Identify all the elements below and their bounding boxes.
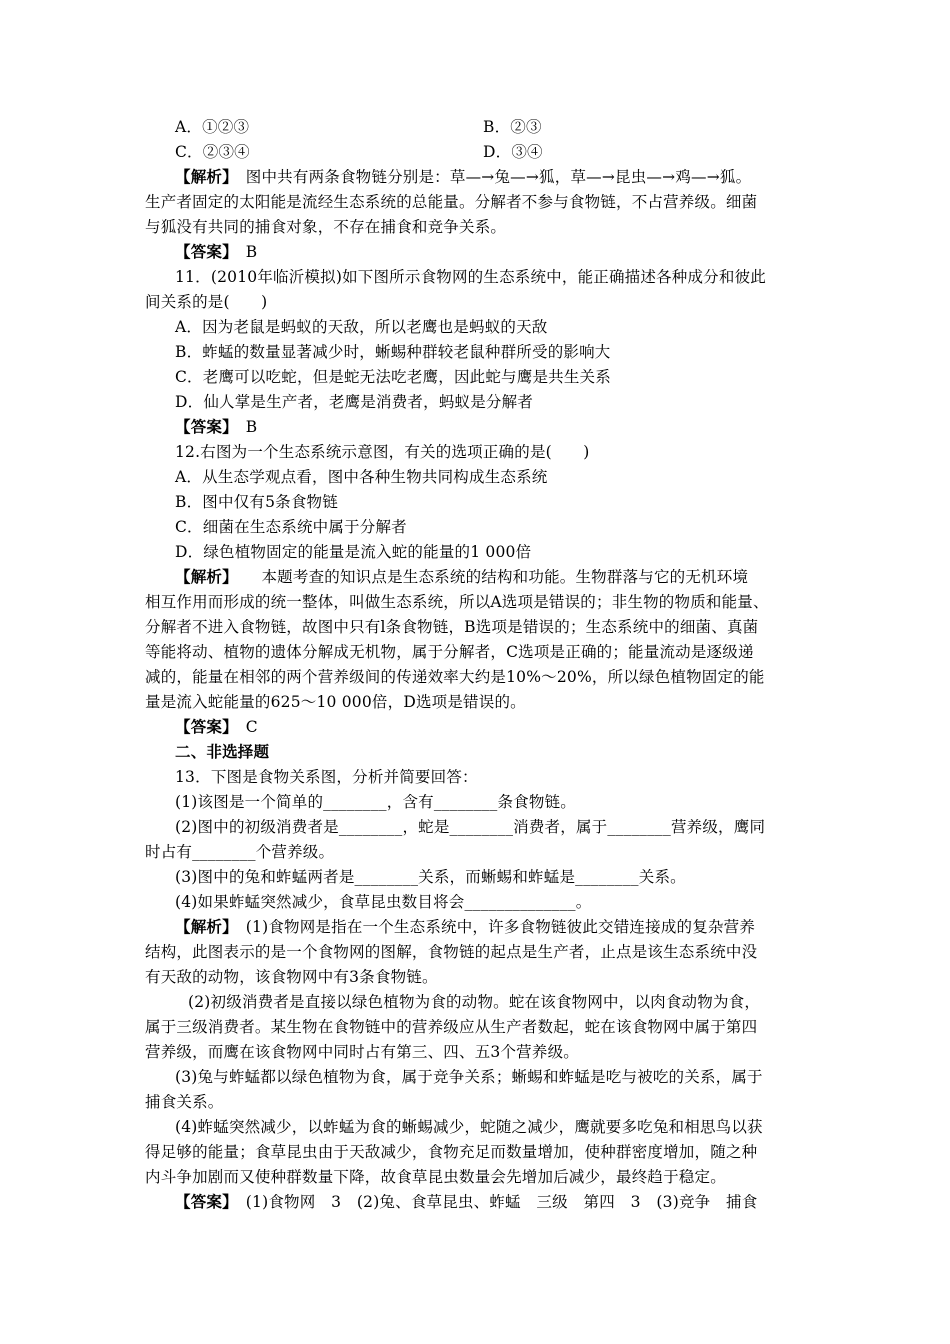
line-text: (2)图中的初级消费者是________，蛇是________消费者，属于________营养级，鹰同	[175, 818, 766, 836]
text-line	[175, 392, 533, 412]
line-text: D．仙人掌是生产者，老鹰是消费者，蚂蚁是分解者	[175, 393, 534, 411]
text-line	[175, 717, 258, 737]
text-line	[145, 842, 334, 862]
section-tag: 【解析】	[175, 917, 231, 936]
text-line	[175, 542, 531, 562]
text-line	[145, 592, 769, 612]
text-line	[175, 117, 249, 137]
text-line	[175, 892, 591, 912]
line-text: 营养级，而鹰在该食物网中同时占有第三、四、五3个营养级。	[145, 1043, 579, 1061]
text-line	[175, 567, 748, 587]
line-text: 本题考查的知识点是生态系统的结构和功能。生物群落与它的无机环境	[230, 568, 749, 586]
line-text: 相互作用而形成的统一整体，叫做生态系统，所以A选项是错误的；非生物的物质和能量、	[145, 593, 769, 611]
text-line	[175, 492, 338, 512]
text-line	[175, 267, 766, 287]
line-text: 13．下图是食物关系图，分析并简要回答：	[175, 768, 478, 786]
text-line	[145, 967, 438, 987]
text-line	[145, 617, 758, 637]
text-line	[175, 742, 269, 762]
line-text: A．从生态学观点看，图中各种生物共同构成生态系统	[175, 468, 548, 486]
line-text: (1)食物网是指在一个生态系统中，许多食物链彼此交错连接成的复杂营养	[230, 918, 756, 936]
line-text: 捕食关系。	[145, 1093, 224, 1111]
text-line	[175, 917, 755, 937]
line-text: B	[230, 243, 258, 261]
line-text: 减的，能量在相邻的两个营养级间的传递效率大约是10%～20%，所以绿色植物固定的能	[145, 668, 765, 686]
line-text: 时占有________个营养级。	[145, 843, 335, 861]
text-line	[175, 1117, 763, 1137]
section-tag: 【答案】	[175, 417, 231, 436]
line-text: A．因为老鼠是蚂蚁的天敌，所以老鹰也是蚂蚁的天敌	[175, 318, 548, 336]
line-text: 等能将动、植物的遗体分解成无机物，属于分解者，C选项是正确的；能量流动是逐级递	[145, 643, 754, 661]
section-tag: 【解析】	[175, 567, 231, 586]
line-text: C．②③④	[175, 143, 250, 161]
text-line	[175, 367, 611, 387]
text-line	[175, 1067, 763, 1087]
text-line	[483, 117, 542, 137]
line-text: A．①②③	[175, 118, 250, 136]
line-text: 间关系的是( )	[145, 293, 268, 311]
line-text: 11．(2010年临沂模拟)如下图所示食物网的生态系统中，能正确描述各种成分和彼此	[175, 268, 766, 286]
line-text: (1)食物网 3 (2)兔、食草昆虫、蚱蜢 三级 第四 3 (3)竞争 捕食	[230, 1193, 758, 1211]
section-tag: 【答案】	[175, 1192, 231, 1211]
text-line	[483, 142, 543, 162]
text-line	[175, 342, 611, 362]
line-text: 分解者不进入食物链，故图中只有l条食物链，B选项是错误的；生态系统中的细菌、真菌	[145, 618, 759, 636]
text-line	[145, 1042, 579, 1062]
text-line	[175, 242, 257, 262]
line-text: B	[230, 418, 258, 436]
text-line	[175, 767, 478, 787]
text-line	[145, 192, 757, 212]
text-line	[145, 1017, 757, 1037]
section-tag: 【答案】	[175, 242, 231, 261]
line-text: D．③④	[483, 143, 543, 161]
line-text: 12.右图为一个生态系统示意图，有关的选项正确的是( )	[175, 443, 590, 461]
line-text: 图中共有两条食物链分别是：草—→兔—→狐，草—→昆虫—→鸡—→狐。	[230, 168, 752, 186]
text-line	[175, 442, 590, 462]
text-line	[175, 817, 765, 837]
text-line	[145, 1142, 757, 1162]
section-tag: 【答案】	[175, 717, 231, 736]
line-text: B．②③	[483, 118, 542, 136]
line-text: 量是流入蛇能量的625～10 000倍，D选项是错误的。	[145, 693, 526, 711]
text-line	[175, 317, 548, 337]
text-line	[145, 217, 506, 237]
line-text: (3)兔与蚱蜢都以绿色植物为食，属于竞争关系；蜥蜴和蚱蜢是吃与被吃的关系，属于	[175, 1068, 763, 1086]
text-line	[145, 667, 765, 687]
line-text: (4)如果蚱蜢突然减少，食草昆虫数目将会______________。	[175, 893, 592, 911]
line-text: B．图中仅有5条食物链	[175, 493, 338, 511]
text-line	[175, 517, 407, 537]
text-line	[175, 867, 686, 887]
line-text: 结构，此图表示的是一个食物网的图解，食物链的起点是生产者，止点是该生态系统中没	[145, 943, 758, 961]
line-text: 得足够的能量；食草昆虫由于天敌减少，食物充足而数量增加，使种群密度增加，随之种	[145, 1143, 758, 1161]
line-text: C．老鹰可以吃蛇，但是蛇无法吃老鹰，因此蛇与鹰是共生关系	[175, 368, 611, 386]
line-text: 与狐没有共同的捕食对象，不存在捕食和竞争关系。	[145, 218, 507, 236]
text-line	[145, 292, 267, 312]
text-line	[175, 467, 548, 487]
text-line	[188, 992, 760, 1012]
text-line	[175, 142, 250, 162]
line-text: 内斗争加剧而又使种群数量下降，故食草昆虫数量会先增加后减少，最终趋于稳定。	[145, 1168, 726, 1186]
line-text: D．绿色植物固定的能量是流入蛇的能量的1 000倍	[175, 543, 532, 561]
text-line	[145, 942, 757, 962]
line-text: (4)蚱蜢突然减少，以蚱蜢为食的蜥蜴减少，蛇随之减少，鹰就要多吃兔和相思鸟以获	[175, 1118, 763, 1136]
text-line	[175, 792, 576, 812]
line-text: (2)初级消费者是直接以绿色植物为食的动物。蛇在该食物网中，以肉食动物为食，	[188, 993, 761, 1011]
line-text: 生产者固定的太阳能是流经生态系统的总能量。分解者不参与食物链，不占营养级。细菌	[145, 193, 758, 211]
text-line	[175, 417, 257, 437]
text-line	[145, 1092, 224, 1112]
line-text: (1)该图是一个简单的________，含有________条食物链。	[175, 793, 576, 811]
text-line	[175, 1192, 757, 1212]
line-text: 有天敌的动物，该食物网中有3条食物链。	[145, 968, 438, 986]
line-text: 二、非选择题	[175, 742, 270, 761]
line-text: C．细菌在生态系统中属于分解者	[175, 518, 407, 536]
line-text: B．蚱蜢的数量显著减少时，蜥蜴种群较老鼠种群所受的影响大	[175, 343, 611, 361]
section-tag: 【解析】	[175, 167, 231, 186]
line-text: 属于三级消费者。某生物在食物链中的营养级应从生产者数起，蛇在该食物网中属于第四	[145, 1018, 758, 1036]
line-text: (3)图中的兔和蚱蜢两者是________关系，而蜥蜴和蚱蜢是________关系。	[175, 868, 686, 886]
text-line	[175, 167, 751, 187]
text-line	[145, 1167, 726, 1187]
text-line	[145, 692, 526, 712]
line-text: C	[230, 718, 258, 736]
text-line	[145, 642, 754, 662]
